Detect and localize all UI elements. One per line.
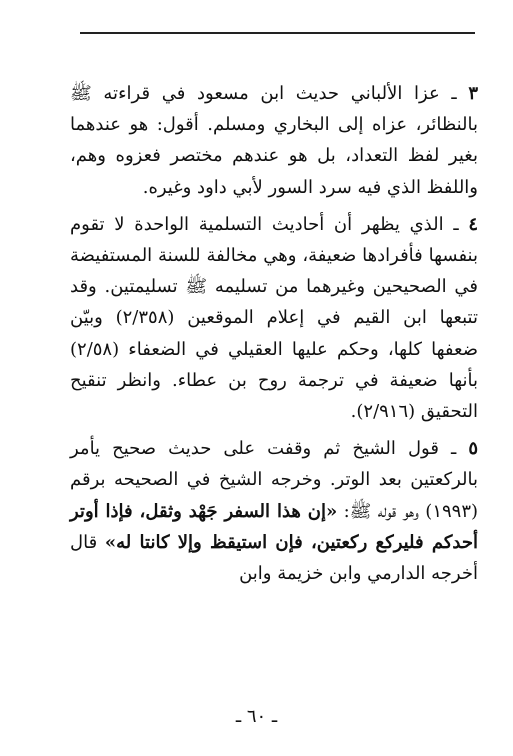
note-number: ٤ — [468, 213, 478, 235]
note-text: ـ قول الشيخ ثم وقفت على حديث صحيح يأمر بالركعتين بعد الوتر. وخرجه الشيخ في الصحيحه برقم (١٩٩٣) وهو قوله ﷺ: — [70, 438, 479, 522]
note-text: ـ الذي يظهر أن أحاديث التسلمية الواحدة لا تقوم بنفسها فأفرادها ضعيفة، وهي مخالفة للسنة المستفيضة في الصحيحين وغيرهما من تسليمه ﷺ تسليمتين. وقد تتبعها ابن القيم في إعلام الموقعين (٢/٣٥٨) وبيّن ضعفها كلها، وحكم عليها العقيلي في الضعفاء (٢/٥٨) بأنها ضعيفة في ترجمة روح بن عطاء. وانظر تنقيح التحقيق (٢/٩١٦). — [70, 213, 478, 423]
hadith-quote: «إن هذا السفر جَهْد وثقل، فإذا أوتر أحدكم فليركع ركعتين، فإن استيقظ وإلا كانتا له» — [70, 500, 479, 553]
note-3 — [70, 78, 478, 203]
note-text: ـ عزا الألباني حديث ابن مسعود في قراءته ﷺ بالنظائر، عزاه إلى البخاري ومسلم. أقول: هو عندهما بغير لفظ التعداد، بل هو عندهم مختصر فعزوه وهم، واللفظ الذي فيه سرد السور لأبي داود وغيره. — [70, 83, 478, 198]
note-4 — [70, 209, 478, 427]
note-number: ٥ — [468, 438, 478, 460]
note-5 — [70, 433, 478, 589]
body-text — [70, 78, 478, 589]
header-rule — [80, 32, 475, 34]
page-number: ـ ٦٠ ـ — [235, 706, 278, 727]
note-number: ٣ — [468, 83, 478, 104]
note-text-continued: قال أخرجه الدارمي وابن خزيمة وابن — [70, 531, 478, 585]
